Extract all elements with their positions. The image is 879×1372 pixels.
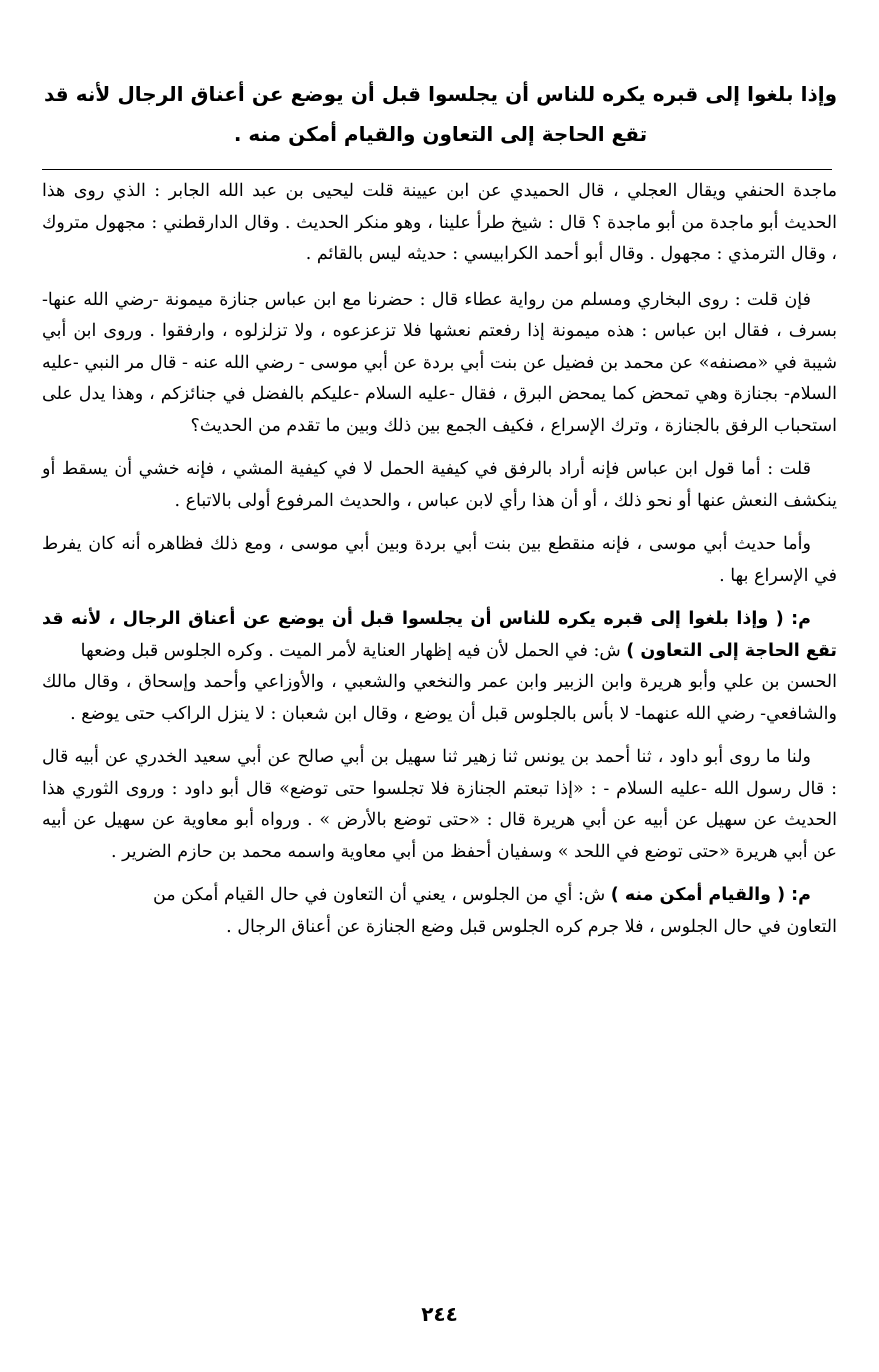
commentary-body [42,176,837,943]
sharh-text-2: ش: أي من الجلوس ، يعني أن التعاون في حال القيام أمكن من [152,885,611,905]
paragraph-7 [42,880,837,912]
matn-text: وإذا بلغوا إلى قبره يكره للناس أن يجلسوا قبل أن يوضع عن أعناق الرجال لأنه قد تقع الحاجة إلى التعاون والقيام أمكن منه . [44,82,837,146]
paragraph-7-continued: التعاون في حال الجلوس ، فلا جرم كره الجلوس قبل وضع الجنازة عن أعناق الرجال . [226,916,837,937]
paragraph-3: قلت : أما قول ابن عباس فإنه أراد بالرفق في كيفية الحمل لا في كيفية المشي ، فإنه خشي أن يسقط أو ينكشف النعش عنها أو نحو ذلك ، أو أن هذا رأي لابن عباس ، والحديث المرفوع أولى بالاتباع . [42,459,837,511]
paragraph-4: وأما حديث أبي موسى ، فإنه منقطع بين بنت أبي بردة وبين أبي موسى ، ومع ذلك فظاهره أنه كان يفرط في الإسراع بها . [42,534,837,586]
paragraph-6: ولنا ما روى أبو داود ، ثنا أحمد بن يونس ثنا زهير ثنا سهيل بن أبي صالح عن أبي سعيد الخدري عن أبيه قال : قال رسول الله -عليه السلام - : «إذا تبعتم الجنازة فلا تجلسوا حتى توضع» قال أبو داود : وروى الثوري هذا الحديث عن سهيل عن أبيه عن أبي هريرة قال : «حتى توضع بالأرض » . ورواه أبو معاوية عن سهيل عن أبيه عن أبي هريرة «حتى توضع في اللحد » وسفيان أحفظ من أبي معاوية واسمه محمد بن حازم الضرير . [42,747,837,862]
matn-quote-1: م: ( وإذا بلغوا إلى قبره يكره للناس أن يجلسوا قبل أن يوضع عن أعناق الرجال ، لأنه قد تقع الحاجة إلى التعاون ) [42,609,837,661]
paragraph-5-continued: الحسن بن علي وأبو هريرة وابن الزبير وابن عمر والنخعي والشعبي ، والأوزاعي وأحمد وإسحاق ، وقال مالك والشافعي- رضي الله عنهما- لا بأس بالجلوس قبل أن يوضع ، وقال ابن شعبان : لا ينزل الراكب حتى يوضع . [42,672,837,724]
paragraph-1: ماجدة الحنفي ويقال العجلي ، قال الحميدي عن ابن عيينة قلت ليحيى بن عبد الله الجابر : الذي روى هذا الحديث أبو ماجدة من أبو ماجدة ؟ قال : شيخ طرأ علينا ، وهو منكر الحديث . وقال الدارقطني : مجهول متروك ، وقال الترمذي : مجهول . وقال أبو أحمد الكرابيسي : حديثه ليس بالقائم . [42,181,837,264]
matn-quote-2: م: ( والقيام أمكن منه ) [610,885,811,905]
paragraph-2: فإن قلت : روى البخاري ومسلم من رواية عطاء قال : حضرنا مع ابن عباس جنازة ميمونة -رضي الله عنها- بسرف ، فقال ابن عباس : هذه ميمونة إذا رفعتم نعشها فلا تزعزعوه ، ولا تزلزلوه ، وارفقوا . وروى ابن أبي شيبة في «مصنفه» عن محمد بن فضيل عن بنت أبي بردة عن أبي موسى - رضي الله عنه - قال مر النبي -عليه السلام- بجنازة وهي تمحض كما يمحض البرق ، فقال -عليه السلام -عليكم بالفضل في جنائزكم ، وهذا يدل على استحباب الرفق بالجنازة ، وترك الإسراع ، فكيف الجمع بين ذلك وبين ما تقدم من الحديث؟ [42,289,837,436]
sharh-text-1: ش: في الحمل لأن فيه إظهار العناية لأمر الميت . وكره الجلوس قبل وضعها [80,640,627,661]
paragraph-5 [42,604,837,667]
separator-rule [42,169,832,170]
page-number: ٢٤٤ [421,1302,458,1326]
